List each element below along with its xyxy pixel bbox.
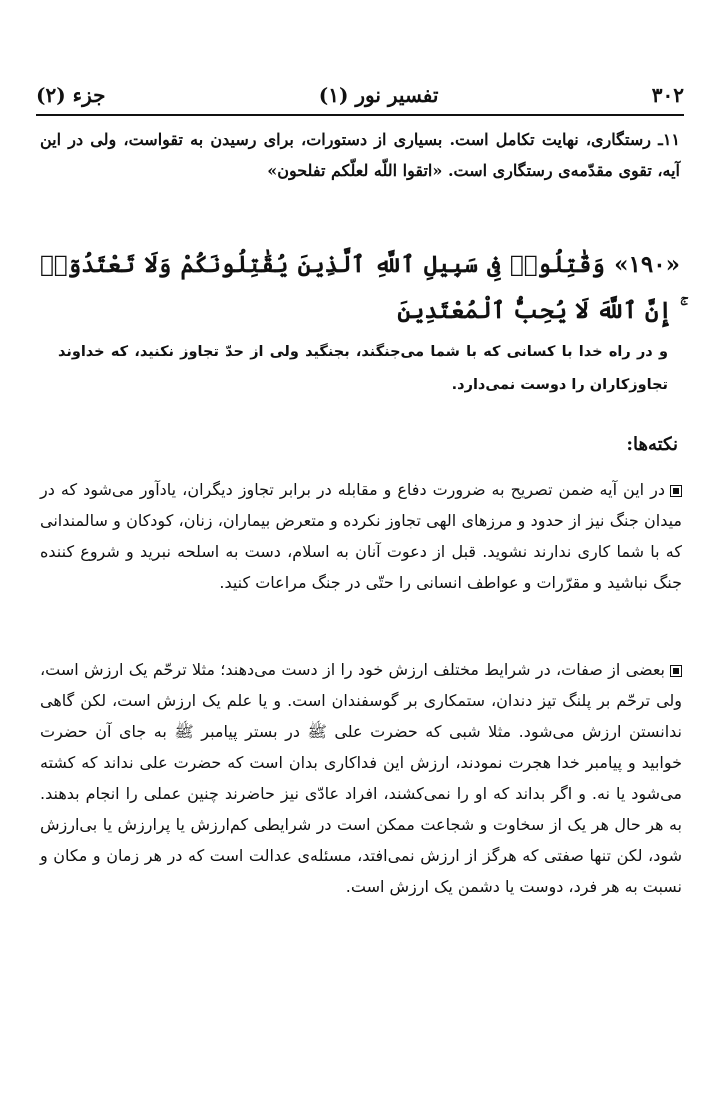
verse-number: «۱۹۰»: [614, 251, 680, 278]
verse-text: وَقَٰتِلُوا۟ فِى سَبِيلِ ٱللَّهِ ٱلَّذِينَ يُقَٰتِلُونَكُمْ وَلَا تَعْتَدُوٓا۟ ۚ إِنَّ ٱللَّهَ لَا يُحِبُّ ٱلْمُعْتَدِينَ: [40, 251, 680, 324]
note-item: [40, 654, 682, 902]
note-text: در این آیه ضمن تصریح به ضرورت دفاع و مقابله در برابر تجاوز دیگران، یادآور می‌شود که در میدان جنگ نیز از حدود و مرزهای الهی تجاوز نکرده و متعرض بیماران، زنان، کودکان و سالمندانی که با شما کاری ندارند نشوید. قبل از دعوت آنان به اسلام، دست به اسلحه نبرید و شروع کننده جنگ نباشید و مقرّرات و عواطف انسانی را حتّی در جنگ مراعات کنید.: [40, 480, 682, 592]
page-number: ۳۰۲: [651, 83, 684, 107]
intro-paragraph: ۱۱ـ رستگاری، نهایت تکامل است. بسیاری از دستورات، برای رسیدن به تقواست، ولی در این آیه، تقوی مقدّمه‌ی رستگاری است. «اتقوا اللّه لعلّکم تفلحون»: [40, 130, 680, 180]
note-item: [40, 474, 682, 598]
square-bullet-icon: [670, 665, 682, 677]
square-bullet-icon: [670, 485, 682, 497]
note-text: بعضی از صفات، در شرایط مختلف ارزش خود را از دست می‌دهند؛ مثلا ترحّم یک ارزش است، ولی ترحّم بر پلنگ تیز دندان، ستمکاری بر گوسفندان است. و یا علم یک ارزش است، لکن گاهی ندانستن ارزش می‌شود. مثلا شبی که حضرت علی ﷺ در بستر پیامبر ﷺ به جای آن حضرت خوابید و پیامبر خدا هجرت نمودند، ارزش این فداکاری بدان است که حضرت علی نداند که کشته می‌شود یا نه. و اگر بداند که او را نمی‌کشند، افراد عادّی نیز حاضرند چنین عملی را انجام بدهند. به هر حال هر یک از سخاوت و شجاعت ممکن است در شرایطی کم‌ارزش یا پرارزش یا بی‌ارزش شود، لکن تنها صفتی که هرگز از ارزش نمی‌افتد، مسئله‌ی عدالت است که در هر زمان و مکان و نسبت به هر فرد، دوست یا دشمن یک ارزش است.: [40, 660, 682, 896]
verse-translation: و در راه خدا با کسانی که با شما می‌جنگند، بجنگید ولی از حدّ تجاوز نکنید، که خداوند تجاوزکاران را دوست نمی‌دارد.: [58, 344, 668, 393]
book-title: تفسیر نور (۱): [318, 83, 439, 107]
section-title: نکته‌ها:: [626, 434, 678, 455]
part-label: جزء (۲): [36, 83, 106, 107]
header-rule: [36, 114, 684, 116]
page-header: [36, 80, 684, 110]
quran-verse: [40, 242, 680, 334]
